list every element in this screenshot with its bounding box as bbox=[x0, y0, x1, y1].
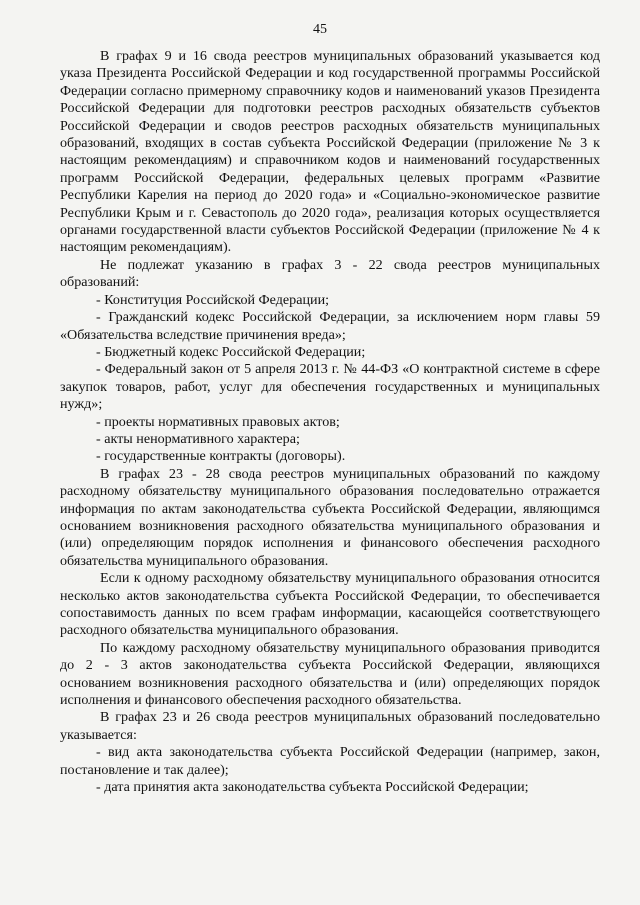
list-item: - дата принятия акта законодательства субъекта Российской Федерации; bbox=[96, 779, 529, 796]
page-number: 45 bbox=[313, 22, 327, 37]
paragraph: В графах 23 - 28 свода реестров муниципальных образований по каждому расходному обязательству муниципального образования последовательно отражается информация по актам законодательства субъекта Российской Федерации, являющимся основанием возникновения расходного обязательства муниципального образования и (или) определяющим порядок исполнения и финансового обеспечения расходного обязательства муниципального образования. bbox=[60, 465, 600, 569]
paragraph: Если к одному расходному обязательству муниципального образования относится несколько актов законодательства субъекта Российской Федерации, то обеспечивается сопоставимость данных по всем графам информации, касающейся соответствующего расходного обязательства муниципального образования. bbox=[60, 570, 600, 639]
list-item: - проекты нормативных правовых актов; bbox=[96, 413, 340, 430]
document-body bbox=[60, 48, 600, 796]
list-item: - вид акта законодательства субъекта Российской Федерации (например, закон, постановление и так далее); bbox=[60, 744, 600, 778]
list-item: - Бюджетный кодекс Российской Федерации; bbox=[96, 343, 366, 360]
paragraph: В графах 9 и 16 свода реестров муниципальных образований указывается код указа Президента Российской Федерации и код государственной программы Российской Федерации согласно примерному справочнику кодов и наименований указов Президента Российской Федерации для подготовки реестров расходных обязательств субъектов Российской Федерации и сводов реестров расходных обязательств муниципальных образований, входящих в состав субъекта Российской Федерации (приложение № 3 к настоящим рекомендациям) и справочником кодов и наименований государственных программ Российской Федерации, федеральных целевых программ «Развитие Республики Карелия на период до 2020 года» и «Социально-экономическое развитие Республики Крым и г. Севастополь до 2020 года», реализация которых осуществляется органами государственной власти субъектов Российской Федерации (приложение № 4 к настоящим рекомендациям). bbox=[60, 48, 600, 256]
paragraph: По каждому расходному обязательству муниципального образования приводится до 2 - 3 актов законодательства субъекта Российской Федерации, являющихся основанием возникновения расходного обязательства и (или) определяющих порядок исполнения и финансового обеспечения расходного обязательства. bbox=[60, 639, 600, 709]
list-item: - Гражданский кодекс Российской Федерации, за исключением норм главы 59 «Обязательства вследствие причинения вреда»; bbox=[60, 309, 600, 343]
list-item: - государственные контракты (договоры). bbox=[96, 448, 346, 465]
paragraph: В графах 23 и 26 свода реестров муниципальных образований последовательно указывается: bbox=[60, 709, 600, 743]
list-item: - Федеральный закон от 5 апреля 2013 г. № 44-ФЗ «О контрактной системе в сфере закупок товаров, работ, услуг для обеспечения государственных и муниципальных нужд»; bbox=[60, 361, 600, 413]
list-item: - акты ненормативного характера; bbox=[96, 430, 300, 447]
paragraph: Не подлежат указанию в графах 3 - 22 свода реестров муниципальных образований: bbox=[60, 256, 600, 291]
list-item: - Конституция Российской Федерации; bbox=[96, 291, 330, 308]
